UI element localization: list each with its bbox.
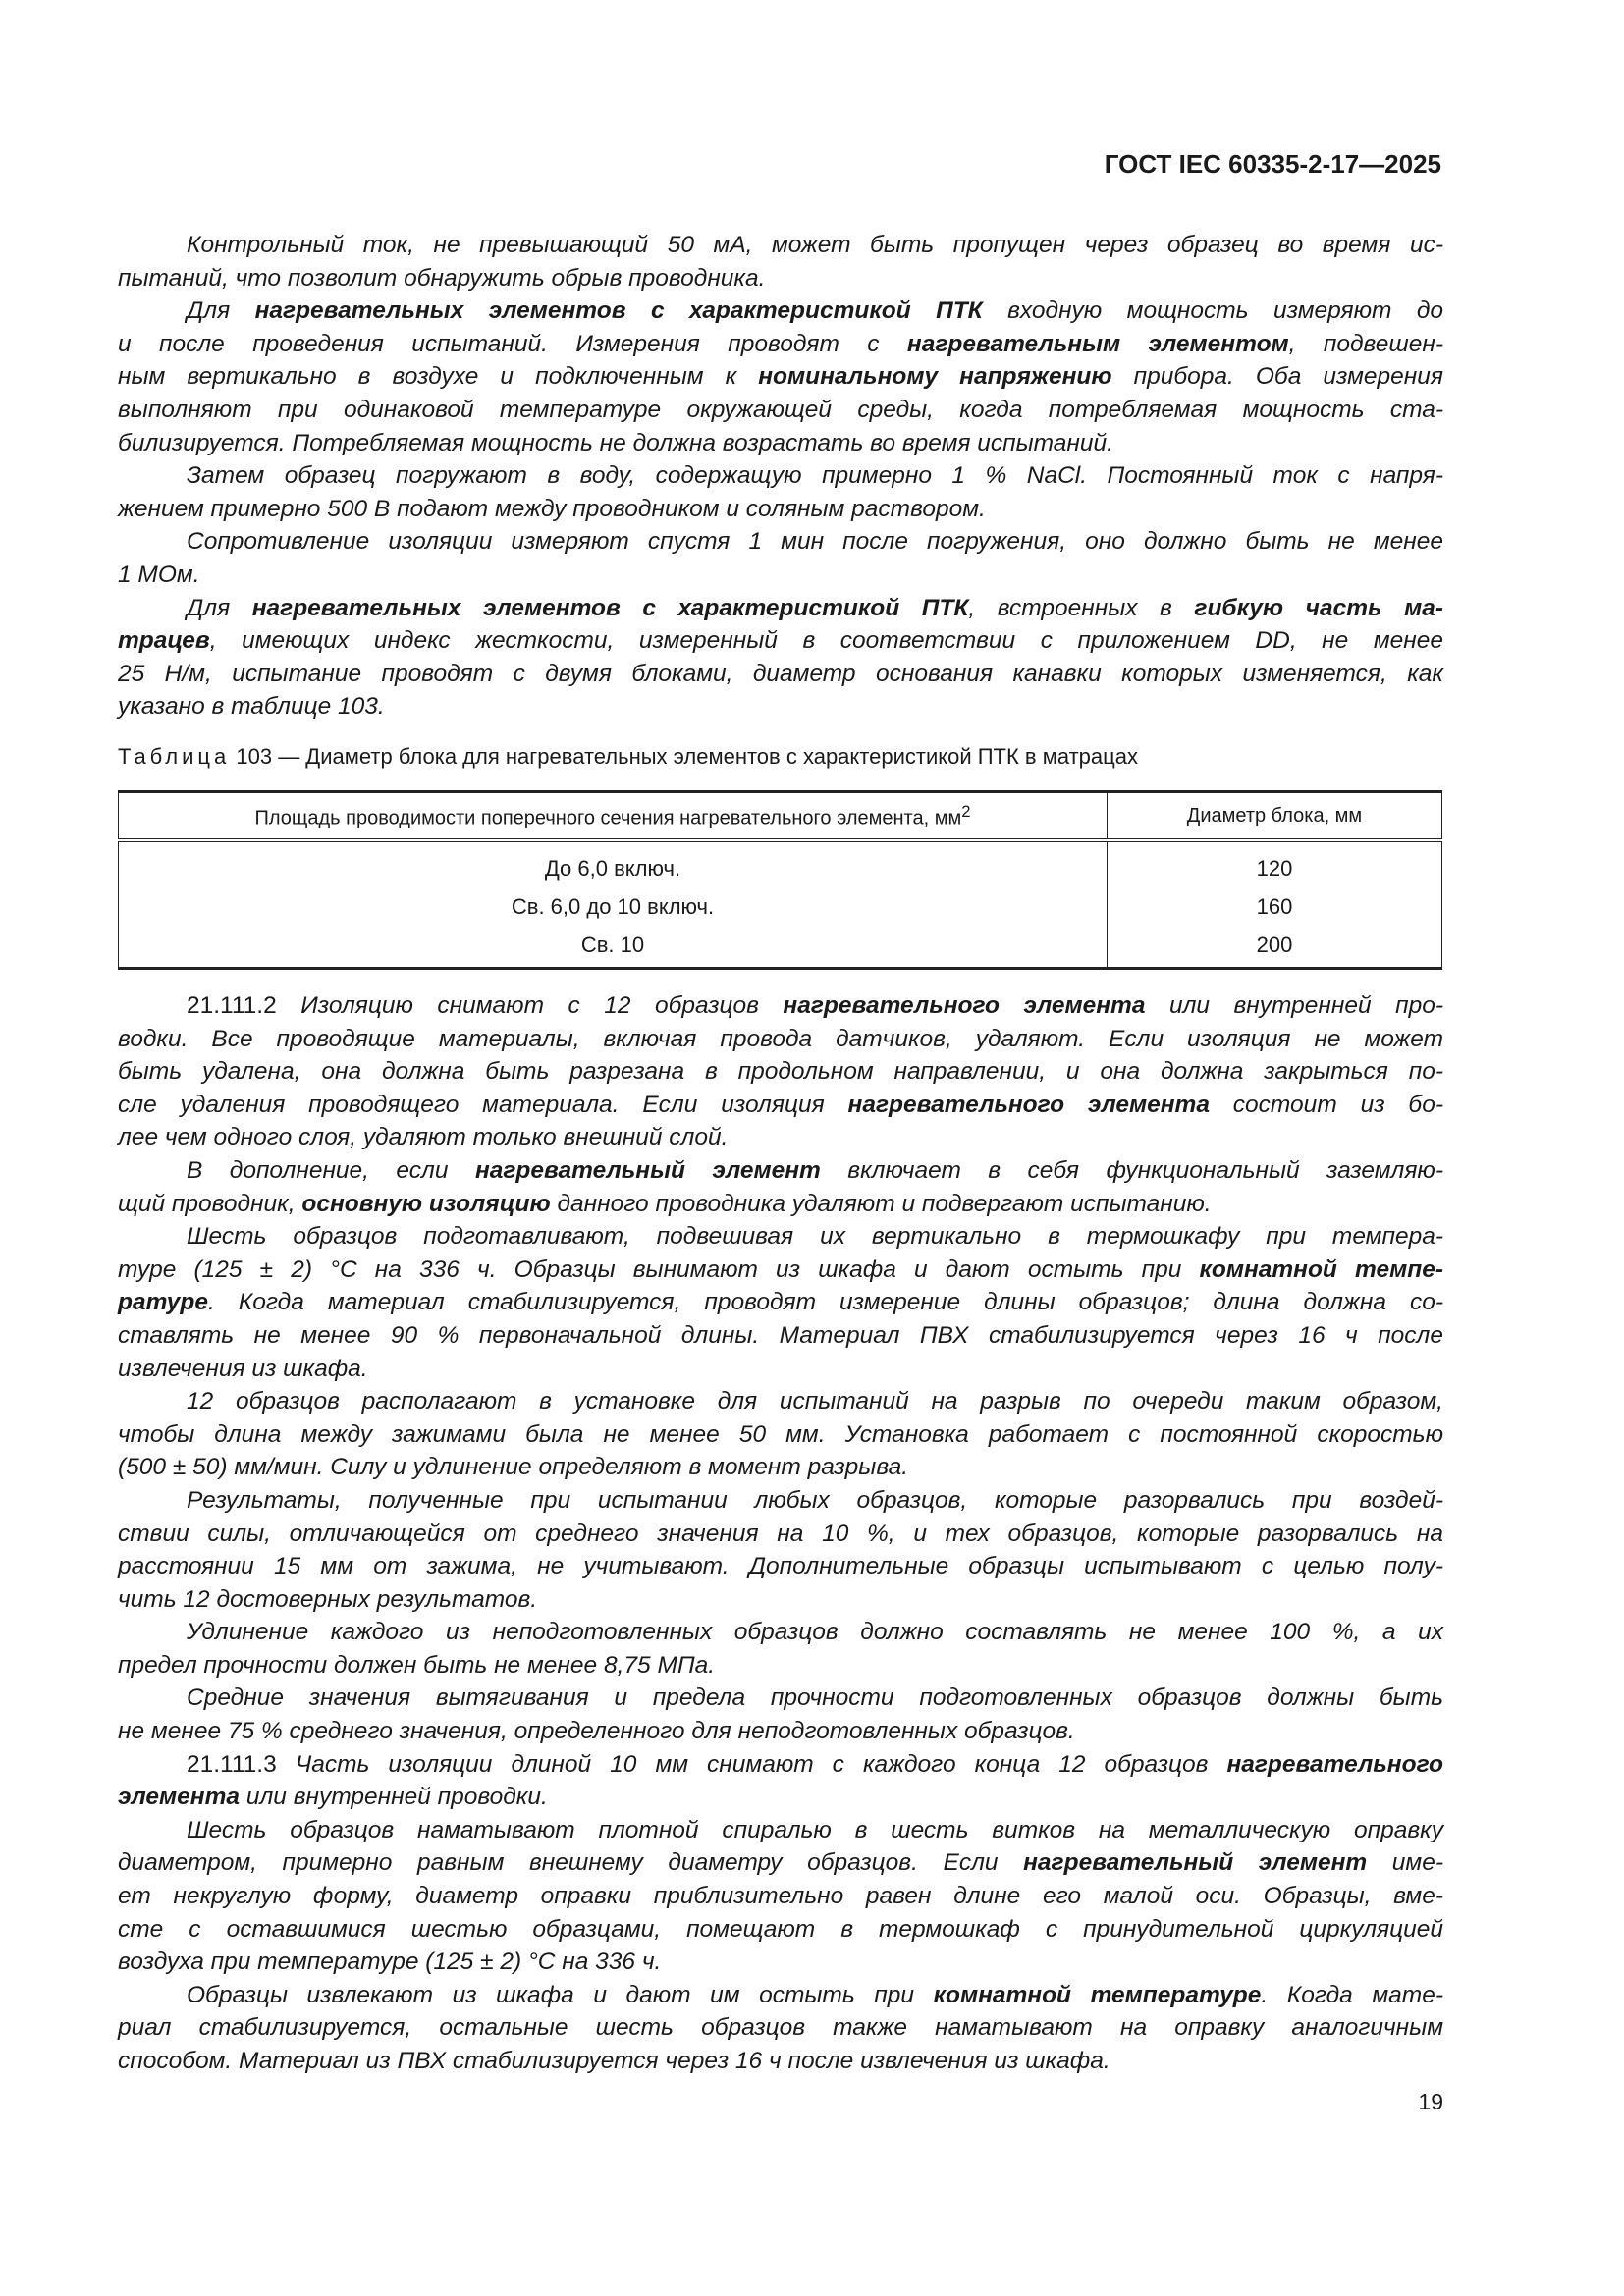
text-run: 25 Н/м, испытание проводят с двумя блоками, диаметр основания канавки которых изменяется, как <box>118 660 1443 687</box>
text-run: туре (125 ± 2) °С на 336 ч. Образцы вынимают из шкафа и дают остыть при <box>118 1255 1200 1283</box>
text-line <box>118 1023 1443 1056</box>
text-run: . Когда мате- <box>1261 1981 1443 2008</box>
text-line <box>118 989 1443 1023</box>
text-run: или внутренней проводки. <box>240 1784 548 1811</box>
text-line <box>118 1418 1443 1452</box>
text-run: входную мощность измеряют до <box>982 297 1443 325</box>
text-run: Шесть образцов подготавливают, подвешивая их вертикально в термошкафу при темпера- <box>187 1223 1443 1251</box>
text-run: Изоляцию снимают с 12 образцов <box>276 992 784 1019</box>
superscript: 2 <box>961 801 971 821</box>
text-run: Средние значения вытягивания и предела прочности подготовленных образцов должны быть <box>187 1684 1443 1712</box>
text-run: или внутренней про- <box>1145 992 1444 1019</box>
table-103 <box>118 790 1442 970</box>
text-run: , встроенных в <box>968 594 1195 621</box>
defined-term: нагревательный элемент <box>474 1156 821 1184</box>
text-line <box>118 1715 1443 1748</box>
table-caption-text: 103 — Диаметр блока для нагревательных элементов с характеристикой ПТК в матрацах <box>230 744 1138 769</box>
text-line <box>118 493 1443 526</box>
text-run: риал стабилизируется, остальные шесть образцов также наматывают на оправку аналогичным <box>118 2014 1443 2042</box>
defined-term: нагревательный элемент <box>1023 1849 1368 1877</box>
text-run: предел прочности должен быть не менее 8,75 МПа. <box>118 1651 716 1679</box>
text-block-top <box>118 229 1443 723</box>
page-number: 19 <box>1418 2089 1443 2114</box>
text-run: сте с оставшимися шестью образцами, помещают в термошкаф с принудительной циркуляцией <box>118 1915 1443 1943</box>
text-line <box>118 1385 1443 1418</box>
defined-term: комнатной темпе- <box>1199 1255 1443 1283</box>
defined-term: комнатной температуре <box>933 1981 1262 2008</box>
text-line <box>118 1846 1443 1880</box>
text-line <box>118 1583 1443 1617</box>
column-header-diameter: Диаметр блока, мм <box>1108 792 1442 841</box>
clause-number: 21.111.2 <box>187 992 277 1019</box>
text-run: щий проводник, <box>118 1190 302 1217</box>
text-line <box>118 658 1443 691</box>
text-run: извлечения из шкафа. <box>118 1355 368 1382</box>
cell-area: Св. 6,0 до 10 включ. <box>119 887 1108 926</box>
defined-term: нагревательного элемента <box>847 1091 1210 1118</box>
defined-term: нагревательных элементов с характеристикой ПТК <box>254 297 983 325</box>
text-run: Шесть образцов наматывают плотной спиралью в шесть витков на металлическую оправку <box>187 1816 1443 1843</box>
text-run: сле удаления проводящего материала. Если изоляция <box>118 1091 848 1118</box>
defined-term: нагревательного элемента <box>783 992 1146 1019</box>
cell-diameter: 120 <box>1108 840 1442 887</box>
text-line <box>118 525 1443 559</box>
text-run: . Когда материал стабилизируется, проводят измерение длины образцов; длина должна со- <box>207 1289 1443 1316</box>
table-header-row <box>119 792 1442 841</box>
text-run: билизируется. Потребляемая мощность не должна возрастать во время испытаний. <box>118 429 1113 456</box>
text-run: включает в себя функциональный заземляю- <box>820 1156 1443 1184</box>
text-line <box>118 394 1443 427</box>
defined-term: элемента <box>118 1784 241 1811</box>
cell-diameter: 160 <box>1108 887 1442 926</box>
text-line <box>118 262 1443 295</box>
text-run: водки. Все проводящие материалы, включая провода датчиков, удаляют. Если изоляция не может <box>118 1025 1443 1052</box>
text-run: ставлять не менее 90 % первоначальной длины. Материал ПВХ стабилизируется через 16 ч после <box>118 1321 1443 1349</box>
text-run: чтобы длина между зажимами была не менее 50 мм. Установка работает с постоянной скоростью <box>118 1420 1443 1448</box>
text-line <box>118 1154 1443 1188</box>
defined-term: нагревательных элементов с характеристикой ПТК <box>251 594 969 621</box>
text-line <box>118 559 1443 592</box>
text-line <box>118 1616 1443 1649</box>
text-run: пытаний, что позволит обнаружить обрыв проводника. <box>118 264 766 292</box>
text-line <box>118 459 1443 493</box>
text-line <box>118 2011 1443 2045</box>
cell-diameter: 200 <box>1108 926 1442 969</box>
text-run: В дополнение, если <box>187 1156 475 1184</box>
text-line <box>118 1913 1443 1947</box>
text-line <box>118 1649 1443 1682</box>
text-run: быть удалена, она должна быть разрезана в продольном направлении, и она должна закрыться по- <box>118 1058 1443 1086</box>
text-run: (500 ± 50) мм/мин. Силу и удлинение определяют в момент разрыва. <box>118 1454 909 1481</box>
text-line <box>118 2045 1443 2078</box>
text-line <box>118 360 1443 394</box>
text-line <box>118 1946 1443 1979</box>
text-run: ет некруглую форму, диаметр оправки приблизительно равен длине его малой оси. Образцы, вме- <box>118 1883 1443 1910</box>
text-run: , имеющих индекс жесткости, измеренный в соответствии с приложением DD, не менее <box>209 627 1443 655</box>
defined-term: основную изоляцию <box>301 1190 551 1217</box>
column-header-area <box>119 792 1108 841</box>
table-row <box>119 887 1442 926</box>
text-line <box>118 1682 1443 1715</box>
table-row <box>119 840 1442 887</box>
cell-area: До 6,0 включ. <box>119 840 1108 887</box>
text-run: Часть изоляции длиной 10 мм снимают с каждого конца 12 образцов <box>276 1750 1227 1778</box>
text-line <box>118 690 1443 723</box>
text-run: Контрольный ток, не превышающий 50 мА, может быть пропущен через образец во время ис- <box>187 232 1443 258</box>
text-run: способом. Материал из ПВХ стабилизируется через 16 ч после извлечения из шкафа. <box>118 2048 1110 2074</box>
text-line <box>118 1484 1443 1518</box>
text-run: воздуха при температуре (125 ± 2) °С на 336 ч. <box>118 1949 662 1976</box>
text-line <box>118 1220 1443 1254</box>
defined-term: трацев <box>118 627 210 655</box>
text-run: Сопротивление изоляции измеряют спустя 1 мин после погружения, оно должно быть не менее <box>187 528 1443 556</box>
text-line <box>118 1979 1443 2012</box>
column-header-area-text: Площадь проводимости поперечного сечения нагревательного элемента, мм <box>254 807 962 829</box>
text-run: 12 образцов располагают в установке для испытаний на разрыв по очереди таким образом, <box>187 1388 1443 1415</box>
text-line <box>118 624 1443 658</box>
text-run: данного проводника удаляют и подвергают испытанию. <box>550 1190 1212 1217</box>
text-run: чить 12 достоверных результатов. <box>118 1585 538 1613</box>
text-block-bottom <box>118 989 1443 2078</box>
text-run: лее чем одного слоя, удаляют только внешний слой. <box>118 1124 729 1151</box>
text-line <box>118 1319 1443 1353</box>
text-line <box>118 294 1443 328</box>
defined-term: нагревательным элементом <box>906 330 1289 357</box>
text-line <box>118 1781 1443 1814</box>
text-line <box>118 1286 1443 1319</box>
text-run: име- <box>1367 1849 1443 1877</box>
text-line <box>118 1748 1443 1782</box>
text-run: Удлинение каждого из неподготовленных образцов должно составлять не менее 100 %, а их <box>187 1619 1443 1646</box>
table-caption-label: Таблица <box>118 744 231 769</box>
text-line <box>118 1550 1443 1583</box>
text-run: Для <box>187 594 252 621</box>
text-line <box>118 1814 1443 1847</box>
defined-term: ратуре <box>118 1289 208 1316</box>
defined-term: нагревательного <box>1226 1750 1443 1778</box>
text-line <box>118 1451 1443 1484</box>
text-run: расстоянии 15 мм от зажима, не учитывают. Дополнительные образцы испытывают с целью полу- <box>118 1553 1443 1580</box>
text-line <box>118 229 1443 262</box>
table-caption <box>118 744 1138 770</box>
text-run: указано в таблице 103. <box>118 693 385 721</box>
text-line <box>118 1880 1443 1913</box>
defined-term: гибкую часть ма- <box>1194 594 1443 621</box>
text-line <box>118 1121 1443 1154</box>
text-run: ствии силы, отличающейся от среднего значения на 10 %, и тех образцов, которые разорвались на <box>118 1520 1443 1547</box>
text-line <box>118 427 1443 460</box>
text-run: состоит из бо- <box>1209 1091 1443 1118</box>
text-run: жением примерно 500 В подают между проводником и соляным раствором. <box>118 495 986 522</box>
text-line <box>118 328 1443 361</box>
defined-term: номинальному напряжению <box>758 363 1112 391</box>
text-run: прибора. Оба измерения <box>1111 363 1443 391</box>
text-run: , подвешен- <box>1288 330 1443 357</box>
text-line <box>118 592 1443 625</box>
text-run: выполняют при одинаковой температуре окружающей среды, когда потребляемая мощность ста- <box>118 396 1443 423</box>
text-line <box>118 1353 1443 1386</box>
text-line <box>118 1055 1443 1089</box>
text-run: диаметром, примерно равным внешнему диаметру образцов. Если <box>118 1849 1024 1877</box>
document-header-id: ГОСТ IEC 60335-2-17—2025 <box>1104 149 1441 179</box>
text-line <box>118 1254 1443 1287</box>
text-run: и после проведения испытаний. Измерения проводят с <box>118 330 907 357</box>
cell-area: Св. 10 <box>119 926 1108 969</box>
text-run: не менее 75 % среднего значения, определенного для неподготовленных образцов. <box>118 1718 1075 1745</box>
text-run: Результаты, полученные при испытании любых образцов, которые разорвались при воздей- <box>187 1486 1443 1514</box>
text-run: Образцы извлекают из шкафа и дают им остыть при <box>187 1981 934 2008</box>
table-row <box>119 926 1442 969</box>
text-line <box>118 1089 1443 1122</box>
text-run: Для <box>187 297 255 325</box>
text-run: Затем образец погружают в воду, содержащую примерно 1 % NaCl. Постоянный ток с напря- <box>187 462 1443 490</box>
text-line <box>118 1188 1443 1221</box>
text-line <box>118 1518 1443 1551</box>
text-run: ным вертикально в воздухе и подключенным к <box>118 363 759 391</box>
clause-number: 21.111.3 <box>187 1750 277 1778</box>
text-run: 1 МОм. <box>118 561 200 588</box>
